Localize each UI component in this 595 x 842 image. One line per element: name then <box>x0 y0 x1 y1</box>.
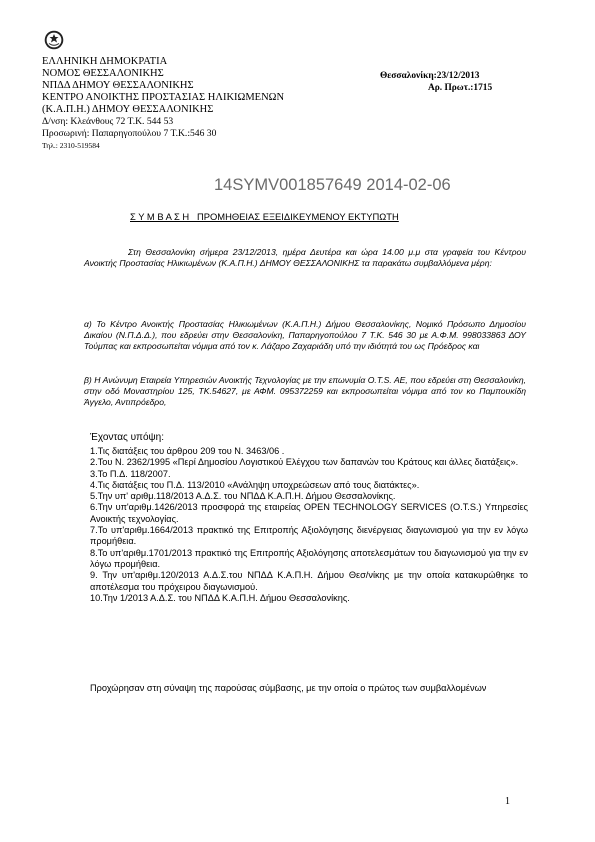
page-number: 1 <box>505 796 510 807</box>
list-item: 6.Την υπ'αριθμ.1426/2013 προσφορά της εταιρείας OPEN TECHNOLOGY SERVICES (O.T.S.) Υπηρεσίες Ανοικτής τεχνολογίας. <box>90 502 528 524</box>
list-item: 2.Του Ν. 2362/1995 «Περί Δημοσίου Λογιστικού Ελέγχου των δαπανών του Κράτους και άλλες διατάξεις». <box>90 457 519 468</box>
list-item: 7.Το υπ'αριθμ.1664/2013 πρακτικό της Επιτροπής Αξιολόγησης διενέργειας διαγωνισμού για την εν λόγω προμήθεια. <box>90 525 528 547</box>
document-title: Σ Υ Μ Β Α Σ Η ΠΡΟΜΗΘΕΙΑΣ ΕΞΕΙΔΙΚΕΥΜΕΝΟΥ ΕΚΤΥΠΩΤΗ <box>130 211 399 222</box>
considering-list <box>90 446 528 604</box>
header-line: (Κ.Α.Π.Η.) ΔΗΜΟΥ ΘΕΣΣΑΛΟΝΙΚΗΣ <box>42 104 214 115</box>
list-item: 3.Το Π.Δ. 118/2007. <box>90 468 171 479</box>
header-protocol: Αρ. Πρωτ.:1715 <box>428 83 493 93</box>
list-item: 10.Την 1/2013 Α.Δ.Σ. του ΝΠΔΔ Κ.Α.Π.Η. Δήμου Θεσσαλονίκης. <box>90 592 350 603</box>
header-line: Δ/νση: Κλεάνθους 72 Τ.Κ. 544 53 <box>42 116 174 127</box>
list-item: 4.Τις διατάξεις του Π.Δ. 113/2010 «Ανάληψη υποχρεώσεων από τους διατάκτες». <box>90 479 420 490</box>
emblem-icon <box>44 30 64 50</box>
header-line: ΝΟΜΟΣ ΘΕΣΣΑΛΟΝΙΚΗΣ <box>42 68 164 79</box>
header-left-block <box>42 56 284 151</box>
party-b-paragraph: β) Η Ανώνυμη Εταιρεία Υπηρεσιών Ανοικτής Τεχνολογίας με την επωνυμία O.T.S. AE, που εδρεύει στη Θεσσαλονίκη, στην οδό Μοναστηρίου 125, ΤΚ.54627, με ΑΦΜ. 095372259 και εκπροσωπείται νόμιμα από τον κο Παμπουκίδη Άγγελο, Αντιπρόεδρο, <box>84 375 526 407</box>
header-line: ΕΛΛΗΝΙΚΗ ΔΗΜΟΚΡΑΤΙΑ <box>42 56 168 67</box>
list-item: 8.Το υπ'αριθμ.1701/2013 πρακτικό της Επιτροπής Αξιολόγησης αποτελεσμάτων του διαγωνισμού για την εν λόγω προμήθεια. <box>90 547 528 569</box>
list-item: 9. Την υπ'αριθμ.120/2013 Α.Δ.Σ.του ΝΠΔΔ Κ.Α.Π.Η. Δήμου Θεσ/νίκης με την οποία κατακυρώθηκε το αποτέλεσμα του πρόχειρου διαγωνισμού. <box>90 570 528 592</box>
considering-label: Έχοντας υπόψη: <box>90 432 164 443</box>
header-line: ΚΕΝΤΡΟ ΑΝΟΙΚΤΗΣ ΠΡΟΣΤΑΣΙΑΣ ΗΛΙΚΙΩΜΕΝΩΝ <box>42 92 285 103</box>
header-line: ΝΠΔΔ ΔΗΜΟΥ ΘΕΣΣΑΛΟΝΙΚΗΣ <box>42 80 194 91</box>
header-phone: Τηλ.: 2310-519584 <box>42 141 100 150</box>
list-item: 5.Την υπ' αριθμ.118/2013 Α.Δ.Σ. του ΝΠΔΔ Κ.Α.Π.Η. Δήμου Θεσσαλονίκης. <box>90 491 396 502</box>
list-item: 1.Τις διατάξεις του άρθρου 209 του Ν. 3463/06 . <box>90 446 285 456</box>
header-date-place: Θεσσαλονίκη:23/12/2013 <box>380 71 480 81</box>
header-line: Προσωρινή: Παπαρηγοπούλου 7 Τ.Κ.:546 30 <box>42 128 217 139</box>
ada-code: 14SYMV001857649 2014-02-06 <box>214 176 451 194</box>
closing-paragraph: Προχώρησαν στη σύναψη της παρούσας σύμβασης, με την οποία ο πρώτος των συμβαλλομένων <box>90 683 487 693</box>
intro-paragraph: Στη Θεσσαλονίκη σήμερα 23/12/2013, ημέρα Δευτέρα και ώρα 14.00 μ.μ στα γραφεία του Κέντρου Ανοικτής Προστασίας Ηλικιωμένων (Κ.Α.Π.Η.) ΔΗΜΟΥ ΘΕΣΣΑΛΟΝΙΚΗΣ τα παρακάτω συμβαλλόμενα μέρη: <box>84 247 526 268</box>
party-a-paragraph: α) Το Κέντρο Ανοικτής Προστασίας Ηλικιωμένων (Κ.Α.Π.Η.) Δήμου Θεσσαλονίκης, Νομικό Πρόσωπο Δημοσίου Δικαίου (Ν.Π.Δ.Δ.), που εδρεύει στην Θεσσαλονίκη, Παπαρηγοπούλου 7 Τ.Κ. 546 30 με Α.Φ.Μ. 998033863 ΔΟΥ Τούμπας και εκπροσωπείται νόμιμα από τον κ. Λάζαρο Ζαχαριάδη υπό την ιδιότητά του ως Πρόεδρος και <box>84 319 526 351</box>
